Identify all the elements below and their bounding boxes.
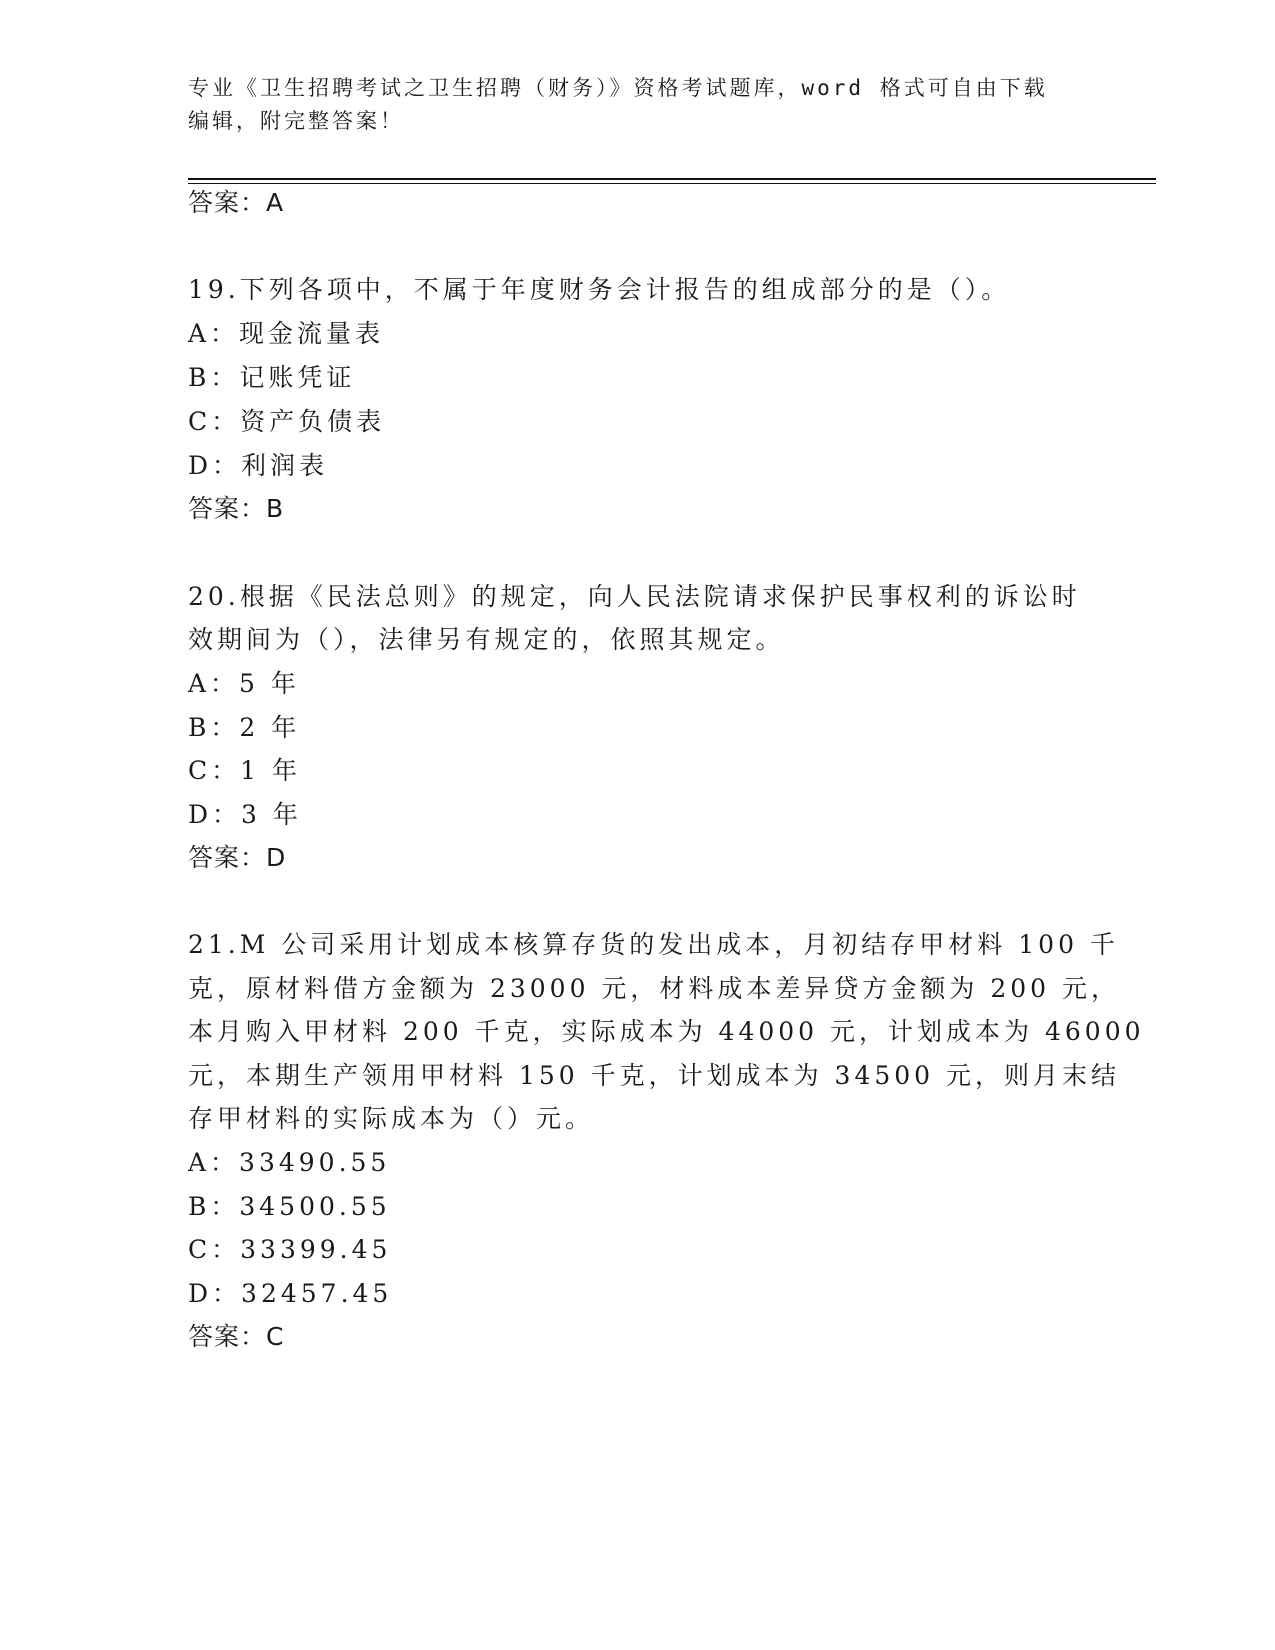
question-19-option-d: D：利润表 (188, 451, 329, 480)
question-19-option-b: B：记账凭证 (188, 363, 356, 392)
question-21-answer: 答案：C (188, 1322, 285, 1351)
question-20-option-d: D：3 年 (188, 800, 302, 829)
previous-answer: 答案：A (188, 188, 285, 217)
question-20-option-b: B：2 年 (188, 713, 301, 742)
header-rule-thick (188, 178, 1156, 180)
question-19-answer: 答案：B (188, 494, 285, 523)
question-21-stem-line-1: 21.M 公司采用计划成本核算存货的发出成本，月初结存甲材料 100 千 (188, 930, 1119, 959)
header-line-2: 编辑，附完整答案！ (188, 109, 404, 133)
question-21-option-a: A：33490.55 (188, 1148, 391, 1177)
document-header (188, 72, 1088, 138)
header-line-1: 专业《卫生招聘考试之卫生招聘（财务）》资格考试题库，word 格式可自由下载 (188, 76, 1048, 100)
question-20-option-a: A：5 年 (188, 669, 300, 698)
question-21-stem-line-2: 克，原材料借方金额为 23000 元，材料成本差异贷方金额为 200 元， (188, 974, 1121, 1003)
question-20-stem-line-2: 效期间为（），法律另有规定的，依照其规定。 (188, 625, 785, 654)
question-21-option-b: B：34500.55 (188, 1192, 391, 1221)
question-19-stem: 19.下列各项中，不属于年度财务会计报告的组成部分的是（）。 (188, 275, 1011, 304)
question-21-option-d: D：32457.45 (188, 1279, 393, 1308)
question-21-stem-line-5: 存甲材料的实际成本为（）元。 (188, 1104, 595, 1133)
question-19-option-a: A：现金流量表 (188, 319, 385, 348)
question-20-answer: 答案：D (188, 843, 287, 872)
question-20-option-c: C：1 年 (188, 756, 301, 785)
question-21-stem-line-4: 元，本期生产领用甲材料 150 千克，计划成本为 34500 元，则月末结 (188, 1061, 1121, 1090)
question-21-option-c: C：33399.45 (188, 1235, 392, 1264)
question-21-stem-line-3: 本月购入甲材料 200 千克，实际成本为 44000 元，计划成本为 46000 (188, 1017, 1145, 1046)
header-rule-thin (188, 183, 1156, 184)
question-19-option-c: C：资产负债表 (188, 407, 386, 436)
question-20-stem-line-1: 20.根据《民法总则》的规定，向人民法院请求保护民事权利的诉讼时 (188, 582, 1081, 611)
